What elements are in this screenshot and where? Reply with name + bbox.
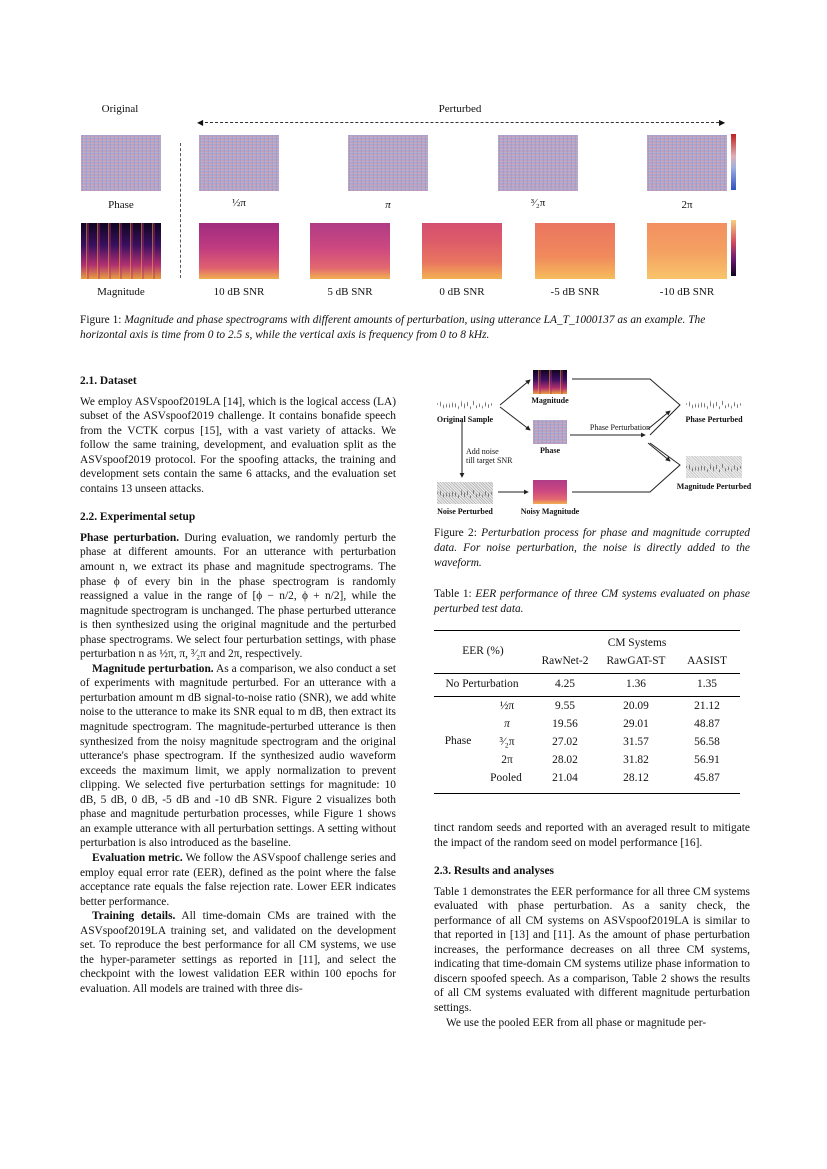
magnitude-colorbar [731,220,736,276]
dataset-paragraph: We employ ASVspoof2019LA [14], which is the logical access (LA) subset of the ASVspoof2019 challenge. It contains bonafide speech from the VCTK corpus [15], with a vast variety of attacks. We follow the same training, development, and evaluation split as the ASVspoof2019 protocol. For the spoofing attacks, the training and development sets contain the same 6 attacks, and the evaluation set contains 13 unseen attacks. [80,395,396,495]
training-details-paragraph [80,909,396,996]
row-label: No Perturbation [445,678,519,690]
arrow-to-magnitude-perturbed [648,443,670,461]
phase-amount-label: ½π [232,197,246,209]
caption-prefix: Table 1: [434,588,472,600]
arrow-left-icon: ◀ [197,118,204,127]
phase-group-label: Phase [444,735,472,747]
snr-label: 5 dB SNR [327,286,373,298]
phase-colorbar [731,134,736,190]
phase-label: Phase [108,199,134,211]
continuation-paragraph: tinct random seeds and reported with an averaged result to mitigate the impact of the random seed on model performance [16]. [434,822,750,849]
phase-rows [434,697,740,789]
arrow-to-phase [500,407,530,430]
row-label: ³⁄₂π [499,736,515,748]
left-column [80,374,396,996]
cell: 28.02 [552,754,578,766]
section-heading-experimental-setup: 2.2. Experimental setup [80,511,196,524]
table-1-caption [434,587,750,617]
add-noise-label: Add noise [466,447,499,456]
magnitude-spectrogram-5db [310,223,390,279]
row-label: π [504,718,510,730]
noise-perturbed-label: Noise Perturbed [437,507,493,516]
right-column [434,821,750,1030]
row-label: ½π [499,700,515,712]
cell: 56.91 [694,754,720,766]
cm-systems-header: CM Systems [607,637,667,649]
till-target-snr-label: till target SNR [466,456,513,465]
cell: 20.09 [623,700,649,712]
column-header: AASIST [687,655,727,667]
magnitude-spectrogram-minus5db [535,223,615,279]
caption-text: EER performance of three CM systems evaluated on phase perturbed test data. [434,588,750,615]
arrow-right-icon: ▶ [719,118,726,127]
evaluation-metric-body: We follow the ASVspoof challenge series and employ equal error rate (EER), defined as the point where the false acceptance rate equals the false rejection rate. Lower EER indicates better performance. [80,851,396,908]
cell: 27.02 [552,736,578,748]
training-details-body: All time-domain CMs are trained with the ASVspoof2019LA training set, and validated on the development set. To reproduce the best performance for all CM systems, we use the hyper-parameter settings as reported in [11], and select the checkpoint with the lowest validation EER within 100 epochs for evaluation. All models are trained with three dis- [80,910,397,995]
table-row [434,674,740,696]
phase-amount-label: ³⁄₂π [530,197,546,209]
magnitude-spectrogram-minus10db [647,223,727,279]
caption-prefix: Figure 1: [80,314,122,326]
magnitude-spectrogram-0db [422,223,502,279]
cell: 56.58 [694,736,720,748]
snr-label: 10 dB SNR [213,286,265,298]
magnitude-perturbed-label: Magnitude Perturbed [676,482,752,491]
figure-2-caption [434,526,750,571]
phase-spectrogram-pi [348,135,428,191]
separator-line [180,143,181,278]
magnitude-perturbation-body: As a comparison, we also conduct a set of experiments with magnitude perturbed. For an utterance with a perturbation amount m dB signal-to-noise ratio (SNR), we add white noise to the utterance to make its SNR equal to m dB, then extract its magnitude spectrogram. The magnitude-perturbed utterance is then synthesized from the noisy magnitude spectrogram and the original utterance's phase spectrogram. If the synthesized audio waveform exceeds the maximum limit, we apply normalization to prevent clipping. We selected five perturbation settings for magnitude: 10 dB, 5 dB, 0 dB, -5 dB and -10 dB SNR. Figure 2 visualizes both phase and magnitude perturbation processes, while Figure 1 shows an example utterance with all perturbation settings. A setting without perturbation is also introduced as the baseline. [80,662,396,850]
phase-perturbed-label: Phase Perturbed [685,415,743,424]
original-sample-label: Original Sample [436,415,494,424]
evaluation-metric-title: Evaluation metric. [92,851,183,864]
phase-perturbation-paragraph [80,531,396,662]
column-header: RawGAT-ST [606,655,666,667]
magnitude-spectrogram-original [81,223,161,279]
magnitude-label: Magnitude [531,396,569,405]
phase-perturbation-title: Phase perturbation. [80,531,180,544]
snr-label: -5 dB SNR [550,286,600,298]
cell: 19.56 [552,718,578,730]
magnitude-perturbation-title: Magnitude perturbation. [92,662,214,675]
cell: 1.35 [697,678,717,690]
figure-2-arrows [430,365,760,515]
label-original: Original [101,103,139,115]
caption-text: Magnitude and phase spectrograms with different amounts of perturbation, using utterance LA_T_1000137 as an example. The horizontal axis is time from 0 to 2.5 s, while the vertical axis is frequency from 0 to 8 kHz. [80,314,706,341]
section-heading-results: 2.3. Results and analyses [434,865,554,878]
table-1 [434,630,740,794]
pooled-paragraph: We use the pooled EER from all phase or magnitude per- [446,1016,707,1029]
phase-label: Phase [540,446,560,455]
perturbed-arrow [200,122,724,123]
cell: 4.25 [555,678,575,690]
cell: 31.82 [623,754,649,766]
cell: 29.01 [623,718,649,730]
caption-prefix: Figure 2: [434,527,477,539]
path-to-phase-perturbed [572,379,680,435]
phase-spectrogram-two-pi [647,135,727,191]
magnitude-spectrogram-10db [199,223,279,279]
results-paragraph: Table 1 demonstrates the EER performance for all three CM systems evaluated with phase perturbation. As a sanity check, the performance of all CM systems on ASVspoof2019LA is similar to that reported in [13] and [11]. As the amount of phase perturbation increases, the performance decreases on all three CM systems, indicating that time-domain CM systems utilize phase information to discern spoofed speech. As a comparison, Table 2 shows the results of all CM systems evaluated with different magnitude perturbation settings. [434,885,750,1015]
phase-perturbation-body: During evaluation, we randomly perturb the phase at different amounts. For an utterance with perturbation amount n, we extract its phase and magnitude spectrograms. The phase ϕ of every bin in the phase spectrogram is randomly reassigned a value in the range of [ϕ − n/2, ϕ + n/2], while the magnitude spectrogram is unchanged. The phase perturbed utterance is then synthesized using the original magnitude and the perturbed phase spectrograms. We select four perturbation settings, with phase perturbation n as ½π, π, ³⁄₂π and 2π, respectively. [80,531,396,661]
cell: 9.55 [555,700,575,712]
snr-label: -10 dB SNR [659,286,715,298]
path-to-magnitude-perturbed [572,443,680,492]
phase-spectrogram-three-half-pi [498,135,578,191]
label-perturbed: Perturbed [438,103,482,115]
phase-spectrogram-half-pi [199,135,279,191]
caption-text: Perturbation process for phase and magnitude corrupted data. For noise perturbation, the noise is directly added to the waveform. [434,527,750,569]
eer-header: EER (%) [462,645,504,657]
cell: 48.87 [694,718,720,730]
section-heading-dataset: 2.1. Dataset [80,375,137,387]
magnitude-label: Magnitude [97,286,145,298]
row-label: Pooled [490,772,522,784]
row-label: 2π [501,754,513,766]
figure-1-caption [80,313,750,343]
cell: 21.04 [552,772,578,784]
phase-amount-label: π [385,199,391,211]
cell: 28.12 [623,772,649,784]
cell: 31.57 [623,736,649,748]
column-header: RawNet-2 [541,655,589,667]
training-details-title: Training details. [92,910,176,923]
cell: 21.12 [694,700,720,712]
phase-perturbation-label: Phase Perturbation [589,423,651,432]
cell: 45.87 [694,772,720,784]
arrow-to-magnitude [500,380,530,405]
phase-spectrogram-original [81,135,161,191]
noisy-magnitude-label: Noisy Magnitude [520,507,580,516]
magnitude-perturbation-paragraph [80,662,396,851]
snr-label: 0 dB SNR [439,286,485,298]
phase-amount-label: 2π [681,199,693,211]
evaluation-metric-paragraph [80,851,396,909]
cell: 1.36 [626,678,646,690]
